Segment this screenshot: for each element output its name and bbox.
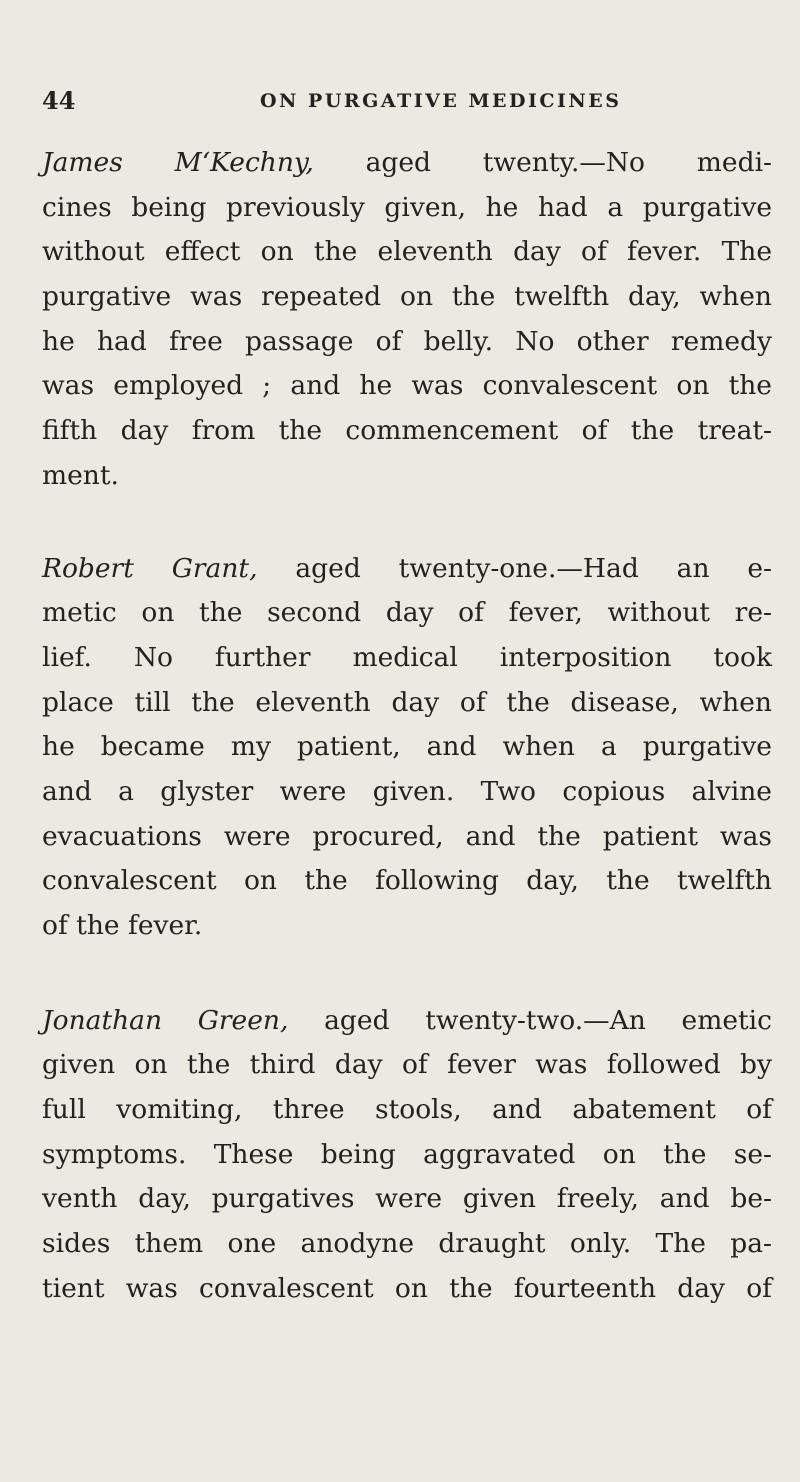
running-head	[42, 86, 762, 116]
text-line: venth day, purgatives were given freely, and be-	[42, 1183, 772, 1215]
text-line: fifth day from the commencement of the treat-	[42, 415, 772, 447]
text-line: of the fever.	[42, 910, 203, 941]
running-title: ON PURGATIVE MEDICINES	[260, 90, 622, 112]
text-line: he had free passage of belly. No other remedy	[42, 325, 772, 357]
text-line: tient was convalescent on the fourteenth day of	[42, 1272, 772, 1304]
text-line: place till the eleventh day of the disease, when	[42, 686, 772, 718]
text-line: Jonathan Green, aged twenty-two.—An emetic	[42, 1004, 772, 1036]
text-line: and a glyster were given. Two copious alvine	[42, 775, 772, 807]
paragraph-gap	[42, 499, 772, 547]
text-line: symptoms. These being aggravated on the se-	[42, 1138, 772, 1170]
text-line: without effect on the eleventh day of fever. The	[42, 236, 772, 268]
text-line: convalescent on the following day, the twelfth	[42, 865, 772, 897]
case-paragraph	[42, 999, 772, 1312]
text-line: full vomiting, three stools, and abatement of	[42, 1094, 772, 1126]
text-line: metic on the second day of fever, without re-	[42, 597, 772, 629]
text-line: James M‘Kechny, aged twenty.—No medi-	[42, 147, 772, 178]
case-paragraph	[42, 547, 772, 949]
text-line: cines being previously given, he had a purgative	[42, 191, 772, 223]
text-line: sides them one anodyne draught only. The pa-	[42, 1228, 772, 1260]
patient-name: Robert Grant,	[42, 552, 258, 584]
text-line: purgative was repeated on the twelfth day, when	[42, 281, 772, 313]
case-paragraph	[42, 141, 772, 499]
text-line: Robert Grant, aged twenty-one.—Had an e-	[42, 552, 773, 584]
patient-name: Jonathan Green,	[42, 1004, 289, 1036]
body-text	[42, 141, 772, 1312]
text-line: evacuations were procured, and the patient was	[42, 820, 772, 852]
text-line: was employed ; and he was convalescent on the	[42, 370, 772, 402]
paragraph-gap	[42, 949, 772, 999]
text-line: given on the third day of fever was followed by	[42, 1049, 772, 1081]
text-line: lief. No further medical interposition took	[42, 641, 772, 673]
text-line: ment.	[42, 459, 119, 491]
page-number: 44	[42, 86, 76, 115]
patient-name: James M‘Kechny,	[42, 147, 314, 178]
text-line: he became my patient, and when a purgative	[42, 731, 772, 763]
